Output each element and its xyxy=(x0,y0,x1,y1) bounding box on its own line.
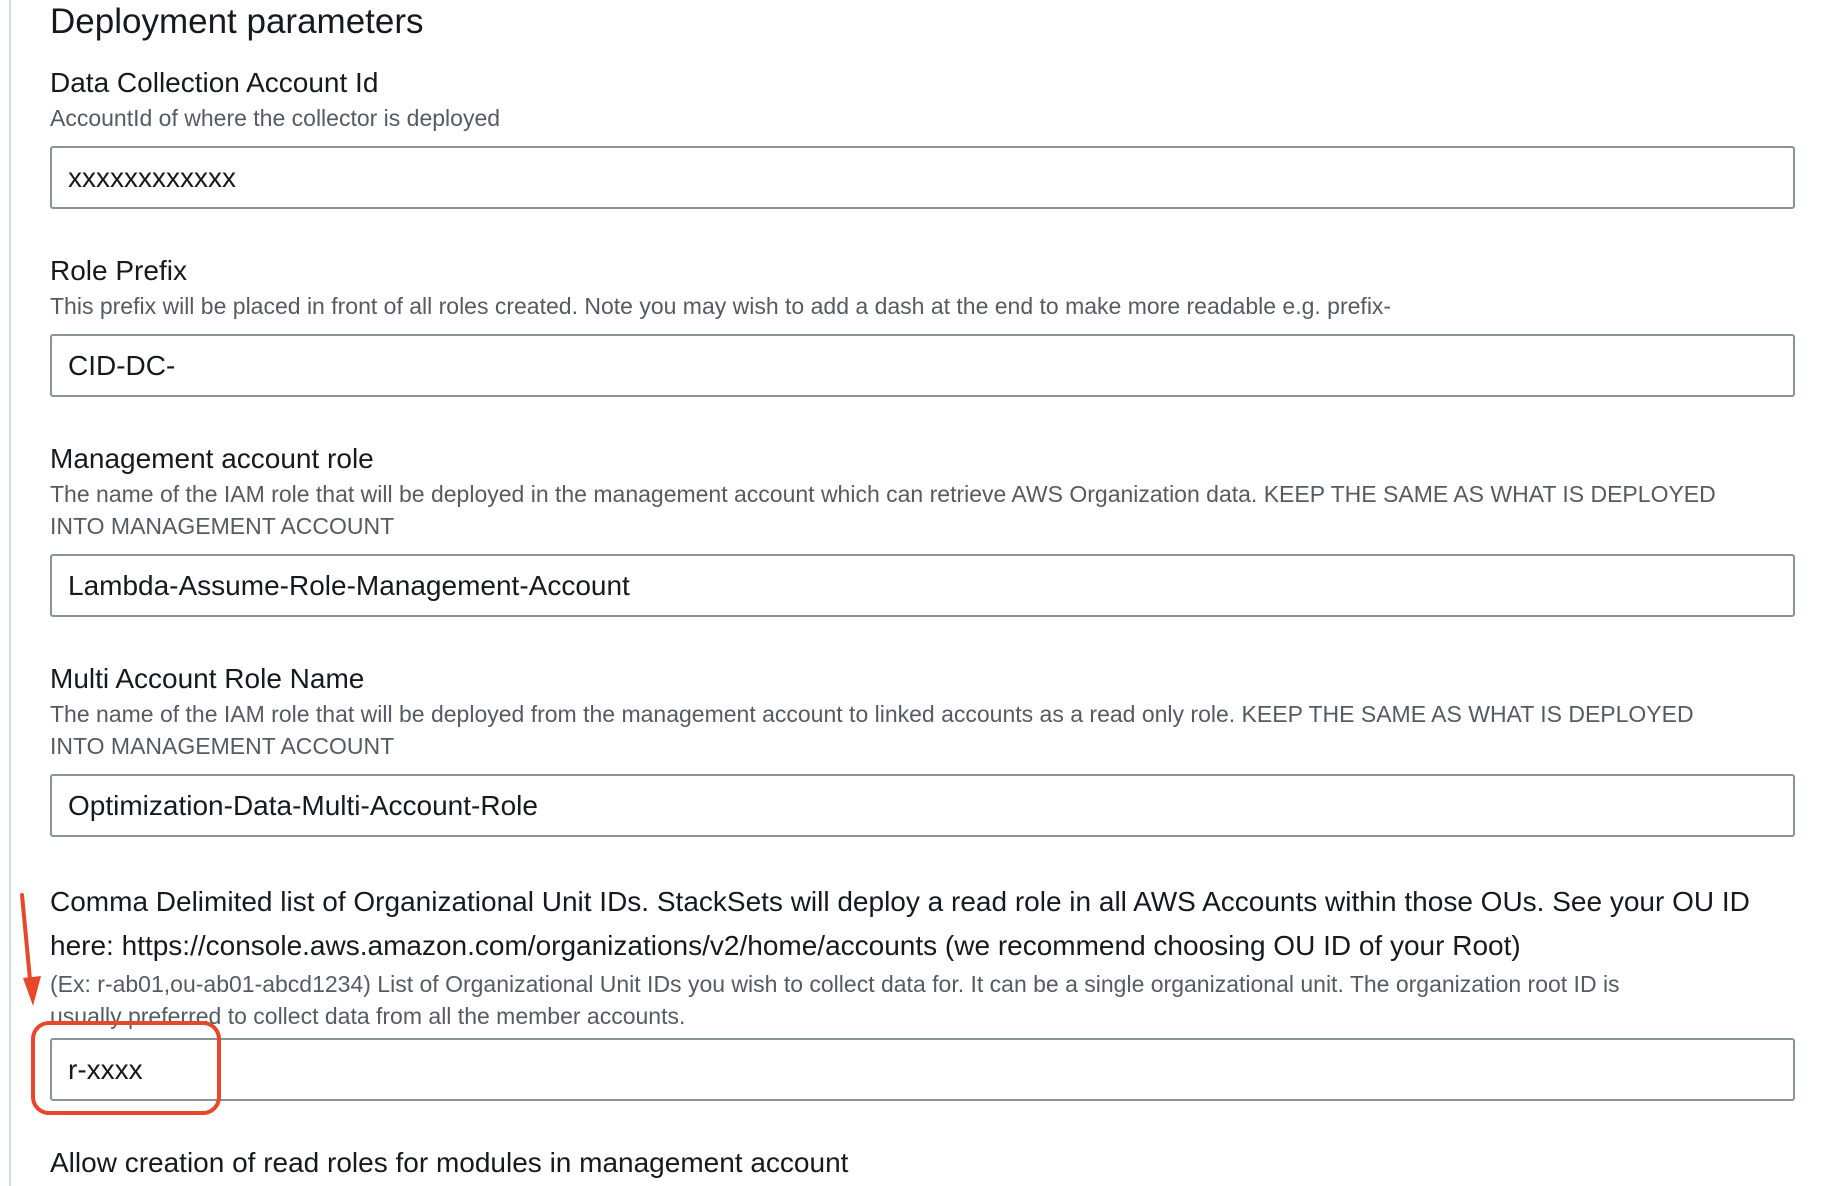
field-role-prefix xyxy=(50,254,1795,404)
field-description-line1: The name of the IAM role that will be deployed in the management account which can retrieve AWS Organization data. KEEP THE SAME AS WHAT IS DEPLOYED xyxy=(50,481,1716,507)
field-description-line2: INTO MANAGEMENT ACCOUNT xyxy=(50,513,395,539)
annotation-arrow-icon xyxy=(0,0,80,1020)
field-data-collection-account-id xyxy=(50,66,1795,216)
field-label-line2: here: https://console.aws.amazon.com/organizations/v2/home/accounts (we recommend choosing OU ID of your Root) xyxy=(50,930,1521,961)
field-description-line1: (Ex: r-ab01,ou-ab01-abcd1234) List of Organizational Unit IDs you wish to collect data for. It can be a single organizational unit. The organization root ID is xyxy=(50,971,1620,997)
organizational-unit-ids-input[interactable] xyxy=(50,1038,1795,1101)
field-multi-account-role-name xyxy=(50,662,1795,842)
field-management-account-role xyxy=(50,442,1795,622)
section-title: Deployment parameters xyxy=(50,2,424,41)
field-label: Role Prefix xyxy=(50,255,187,286)
highlight-annotation-box xyxy=(31,1021,221,1115)
field-description: This prefix will be placed in front of all roles created. Note you may wish to add a dash at the end to make more readable e.g. prefix- xyxy=(50,293,1392,319)
field-description: AccountId of where the collector is deployed xyxy=(50,105,501,131)
field-description-line2: INTO MANAGEMENT ACCOUNT xyxy=(50,733,395,759)
data-collection-account-id-input[interactable] xyxy=(50,146,1795,209)
field-label: Management account role xyxy=(50,443,374,474)
field-label: Data Collection Account Id xyxy=(50,67,379,98)
field-description-line2: usually preferred to collect data from all the member accounts. xyxy=(50,1003,686,1029)
role-prefix-input[interactable] xyxy=(50,334,1795,397)
management-account-role-input[interactable] xyxy=(50,554,1795,617)
field-description-line1: The name of the IAM role that will be deployed from the management account to linked accounts as a read only role. KEEP THE SAME AS WHAT IS DEPLOYED xyxy=(50,701,1694,727)
field-organizational-unit-ids xyxy=(50,880,1795,1105)
field-label-line1: Comma Delimited list of Organizational Unit IDs. StackSets will deploy a read role in all AWS Accounts within those OUs. See your OU ID xyxy=(50,886,1750,917)
multi-account-role-name-input[interactable] xyxy=(50,774,1795,837)
field-allow-management-read-roles xyxy=(50,1146,1795,1186)
field-label: Multi Account Role Name xyxy=(50,663,365,694)
field-label: Allow creation of read roles for modules in management account xyxy=(50,1147,849,1178)
